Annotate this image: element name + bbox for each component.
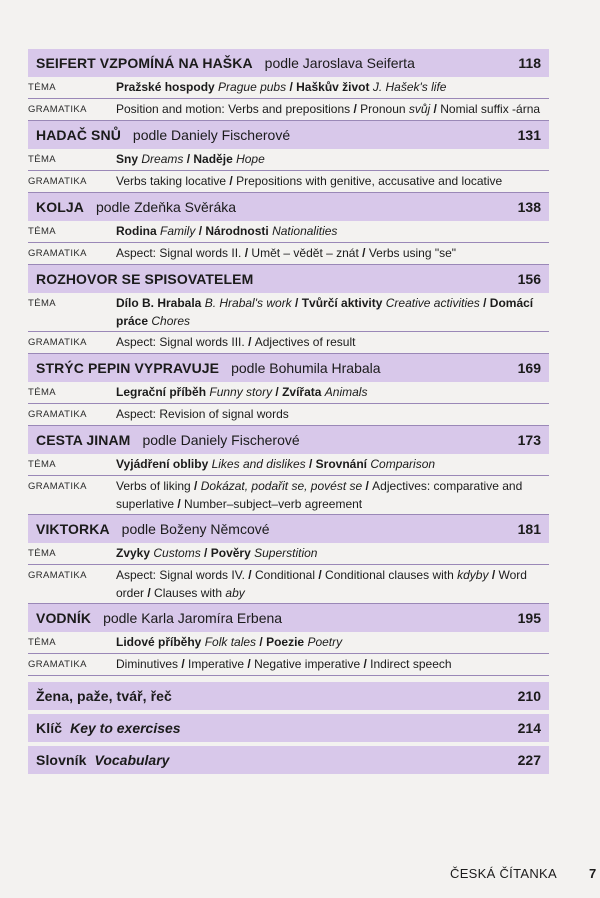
row-content [116,172,549,191]
chapter-detail-row [28,77,549,99]
content-segment: / [350,102,361,116]
content-segment: / [244,335,255,349]
content-segment: / [315,568,326,582]
chapter-title: CESTA JINAM [36,432,131,448]
appendix-subtitle: Key to exercises [70,720,181,736]
content-segment: Pronoun [360,102,409,116]
content-segment: / [286,80,297,94]
content-segment: Dokázat, podařit se, povést se [200,479,363,493]
chapter-header [28,515,549,543]
appendix-title: Klíč [36,720,63,736]
chapter-header [28,121,549,149]
content-segment: Creative activities [385,296,480,310]
chapter-title: KOLJA [36,199,84,215]
row-label: TÉMA [28,637,56,648]
content-segment: Number–subject–verb agreement [184,497,363,511]
row-content [116,333,549,352]
chapter-detail-row [28,332,549,354]
row-label: TÉMA [28,226,56,237]
content-segment: Umět – vědět – znát [251,246,359,260]
content-segment: B. Hrabal's work [204,296,292,310]
chapter-detail-row [28,654,549,676]
chapter-detail-row [28,171,549,193]
chapter-detail-row [28,565,549,604]
chapter-section [28,604,549,676]
chapter-section [28,49,549,121]
appendix-subtitle: Vocabulary [94,752,170,768]
content-segment: Indirect speech [370,657,452,671]
chapter-detail-row [28,454,549,476]
content-segment: Customs [153,546,201,560]
chapter-page-number: 181 [517,521,541,537]
content-segment: / [226,174,237,188]
content-segment: Lidové příběhy [116,635,202,649]
content-segment: Rodina [116,224,157,238]
page-number: 7 [589,866,597,881]
row-label: GRAMATIKA [28,176,87,187]
content-segment: Imperative [188,657,245,671]
chapter-page-number: 173 [517,432,541,448]
chapter-author: podle Daniely Fischerové [132,127,291,143]
content-segment: / [244,657,255,671]
content-segment: / [430,102,441,116]
content-segment: Clauses with [154,586,226,600]
chapter-section [28,193,549,265]
content-segment: / [244,568,255,582]
row-label: TÉMA [28,154,56,165]
content-segment: Domácí práce [116,296,534,328]
content-segment: / [291,296,302,310]
chapter-page-number: 156 [517,271,541,287]
chapter-author: podle Karla Jaromíra Erbena [103,610,283,626]
content-segment: Zvířata [282,385,322,399]
content-segment: Srovnání [315,457,368,471]
content-segment: Position and motion: Verbs and prepositions [116,102,351,116]
content-segment: Aspect: Signal words IV. [116,568,245,582]
row-content [116,477,549,513]
chapter-detail-row [28,149,549,171]
row-label: GRAMATIKA [28,337,87,348]
row-content [116,78,549,97]
content-segment: Aspect: Signal words II. [116,246,242,260]
chapter-section [28,265,549,354]
row-label: GRAMATIKA [28,104,87,115]
content-segment: Conditional clauses with [325,568,458,582]
chapter-detail-row [28,632,549,654]
row-content [116,222,549,241]
content-segment: Folk tales [204,635,257,649]
content-segment: Negative imperative [254,657,361,671]
content-segment: Pražské hospody [116,80,215,94]
chapter-detail-row [28,543,549,565]
row-content [116,566,549,602]
content-segment: / [479,296,490,310]
content-segment: Aspect: Signal words III. [116,335,245,349]
content-segment: Verbs of liking [116,479,191,493]
chapter-detail-row [28,221,549,243]
appendix-page-number: 227 [517,752,541,768]
appendix-entry [28,682,549,710]
chapter-header [28,193,549,221]
content-segment: Adjectives of result [254,335,356,349]
chapter-title: HADAČ SNŮ [36,127,121,143]
row-content [116,150,549,169]
chapter-page-number: 195 [517,610,541,626]
chapter-page-number: 169 [517,360,541,376]
content-segment: kdyby [457,568,489,582]
row-content [116,244,549,263]
content-segment: / [190,479,201,493]
row-label: GRAMATIKA [28,409,87,420]
row-content [116,544,549,563]
content-segment: Aspect: Revision of signal words [116,407,289,421]
content-segment: / [195,224,206,238]
content-segment: Family [160,224,196,238]
content-segment: Haškův život [296,80,370,94]
appendix-list [28,682,549,774]
chapter-section [28,426,549,515]
chapter-header [28,265,549,293]
content-segment: J. Hašek's life [372,80,447,94]
content-segment: Animals [324,385,368,399]
content-segment: Vyjádření obliby [116,457,209,471]
appendix-title: Slovník [36,752,87,768]
chapter-detail-row [28,243,549,265]
content-segment: Comparison [370,457,436,471]
chapter-title: VIKTORKA [36,521,110,537]
row-content [116,405,549,424]
row-content [116,100,549,119]
chapter-author: podle Jaroslava Seiferta [264,55,415,71]
row-label: GRAMATIKA [28,570,87,581]
content-segment: Dreams [141,152,184,166]
chapter-page-number: 131 [517,127,541,143]
chapter-detail-row [28,382,549,404]
content-segment: Poetry [307,635,343,649]
row-label: TÉMA [28,298,56,309]
row-label: GRAMATIKA [28,481,87,492]
content-segment: aby [225,586,245,600]
row-content [116,455,549,474]
content-segment: Národnosti [205,224,269,238]
chapter-header [28,354,549,382]
content-segment: Nationalities [272,224,338,238]
content-segment: / [174,497,185,511]
chapter-header [28,49,549,77]
chapter-page-number: 138 [517,199,541,215]
content-segment: Funny story [209,385,273,399]
content-segment: Zvyky [116,546,151,560]
row-label: TÉMA [28,459,56,470]
row-label: GRAMATIKA [28,248,87,259]
chapter-detail-row [28,99,549,121]
content-segment: Conditional [254,568,316,582]
content-segment: / [272,385,283,399]
chapter-detail-row [28,476,549,515]
chapter-author: podle Boženy Němcové [121,521,270,537]
chapter-section [28,354,549,426]
content-segment: Verbs using "se" [368,246,457,260]
book-title-footer: ČESKÁ ČÍTANKA [450,866,557,881]
chapter-title: ROZHOVOR SE SPISOVATELEM [36,271,254,287]
chapter-page-number: 118 [518,55,541,71]
chapter-header [28,426,549,454]
row-label: TÉMA [28,548,56,559]
content-segment: Legrační příběh [116,385,207,399]
content-segment: Dílo B. Hrabala [116,296,202,310]
chapter-title: VODNÍK [36,610,92,626]
content-segment: Nomial suffix -árna [440,102,541,116]
chapter-section [28,121,549,193]
chapter-detail-row [28,293,549,332]
content-segment: Poezie [266,635,305,649]
chapter-header [28,604,549,632]
content-segment: Hope [236,152,265,166]
chapter-author: podle Daniely Fischerové [142,432,300,448]
content-segment: / [305,457,316,471]
content-segment: Word order [116,568,527,600]
row-content [116,383,549,402]
content-segment: Adjectives: comparative and superlative [116,479,523,511]
content-segment: / [200,546,211,560]
chapter-title: STRÝC PEPIN VYPRAVUJE [36,360,220,376]
content-segment: Verbs taking locative [116,174,227,188]
chapter-author: podle Bohumila Hrabala [231,360,381,376]
row-label: TÉMA [28,387,56,398]
chapter-list [28,49,549,676]
content-segment: / [358,246,369,260]
content-segment: / [183,152,194,166]
content-segment: Prepositions with genitive, accusative and locative [236,174,503,188]
content-segment: Sny [116,152,139,166]
table-of-contents [28,49,549,774]
content-segment: / [362,479,373,493]
chapter-detail-row [28,404,549,426]
row-label: TÉMA [28,82,56,93]
content-segment: Superstition [254,546,318,560]
appendix-entry [28,746,549,774]
row-content [116,633,549,652]
appendix-entry [28,714,549,742]
row-content [116,294,549,330]
content-segment: / [360,657,371,671]
appendix-page-number: 210 [517,688,541,704]
content-segment: / [144,586,155,600]
content-segment: / [241,246,252,260]
content-segment: / [256,635,267,649]
content-segment: Chores [151,314,191,328]
content-segment: / [488,568,499,582]
row-content [116,655,549,674]
content-segment: Tvůrčí aktivity [301,296,383,310]
content-segment: Pověry [210,546,251,560]
appendix-title: Žena, paže, tvář, řeč [36,688,172,704]
row-label: GRAMATIKA [28,659,87,670]
content-segment: Naděje [193,152,233,166]
content-segment: svůj [408,102,431,116]
content-segment: Prague pubs [218,80,287,94]
chapter-author: podle Zdeňka Svěráka [95,199,237,215]
chapter-title: SEIFERT VZPOMÍNÁ NA HAŠKA [36,55,253,71]
chapter-section [28,515,549,604]
appendix-page-number: 214 [517,720,541,736]
content-segment: / [178,657,189,671]
content-segment: Diminutives [116,657,179,671]
content-segment: Likes and dislikes [211,457,306,471]
